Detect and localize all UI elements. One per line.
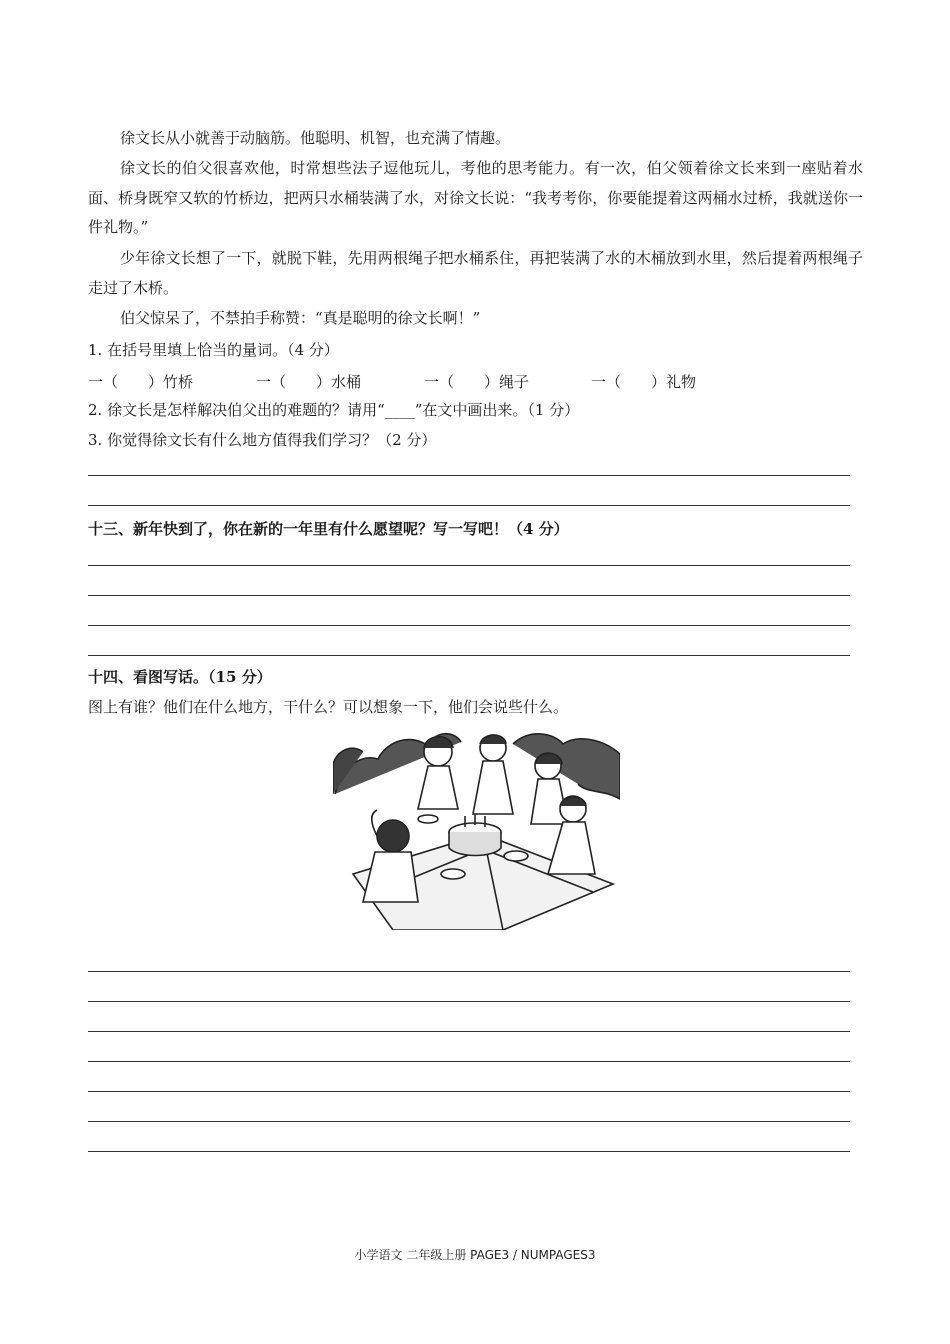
answer-line[interactable] bbox=[88, 595, 850, 596]
writing-line[interactable] bbox=[88, 1091, 850, 1092]
question-2: 2. 徐文长是怎样解决伯父出的难题的？请用“____”在文中画出来。（1 分） bbox=[88, 401, 580, 419]
section-14-prompt: 图上有谁？他们在什么地方，干什么？可以想象一下，他们会说些什么。 bbox=[88, 698, 569, 716]
question-3: 3. 你觉得徐文长有什么地方值得我们学习？（2 分） bbox=[88, 431, 437, 449]
passage-paragraph-2: 徐文长的伯父很喜欢他，时常想些法子逗他玩儿，考他的思考能力。有一次，伯父领着徐文长来到一座贴着水面、桥身既窄又软的竹桥边，把两只水桶装满了水，对徐文长说：“我考考你，你要能提着这两桶水过桥，我就送你一件礼物。” bbox=[88, 159, 863, 236]
answer-line[interactable] bbox=[88, 505, 850, 506]
passage-paragraph-4: 伯父惊呆了，不禁拍手称赞：“真是聪明的徐文长啊！” bbox=[120, 309, 481, 327]
section-14-title: 十四、看图写话。（15 分） bbox=[88, 668, 272, 686]
writing-line[interactable] bbox=[88, 1061, 850, 1062]
blank-gift[interactable]: 一（ ）礼物 bbox=[591, 373, 697, 391]
question-1: 1. 在括号里填上恰当的量词。（4 分） bbox=[88, 341, 339, 359]
answer-line[interactable] bbox=[88, 655, 850, 656]
writing-line[interactable] bbox=[88, 1151, 850, 1152]
page-footer: 小学语文 二年级上册 PAGE3 / NUMPAGES3 bbox=[354, 1248, 596, 1262]
writing-line[interactable] bbox=[88, 1001, 850, 1002]
writing-line[interactable] bbox=[88, 971, 850, 972]
blank-bamboo-bridge[interactable]: 一（ ）竹桥 bbox=[88, 373, 194, 391]
answer-line[interactable] bbox=[88, 565, 850, 566]
passage-paragraph-3: 少年徐文长想了一下，就脱下鞋，先用两根绳子把水桶系住，再把装满了水的木桶放到水里，然后提着两根绳子走过了木桥。 bbox=[88, 249, 863, 297]
passage-paragraph-1: 徐文长从小就善于动脑筋。他聪明、机智，也充满了情趣。 bbox=[120, 129, 511, 147]
writing-line[interactable] bbox=[88, 1031, 850, 1032]
answer-line[interactable] bbox=[88, 625, 850, 626]
answer-line[interactable] bbox=[88, 475, 850, 476]
blank-rope[interactable]: 一（ ）绳子 bbox=[424, 373, 530, 391]
writing-line[interactable] bbox=[88, 1121, 850, 1122]
section-13-title: 十三、新年快到了，你在新的一年里有什么愿望呢？写一写吧！（4 分） bbox=[88, 520, 569, 538]
birthday-picnic-illustration bbox=[333, 724, 620, 930]
blank-water-bucket[interactable]: 一（ ）水桶 bbox=[256, 373, 362, 391]
